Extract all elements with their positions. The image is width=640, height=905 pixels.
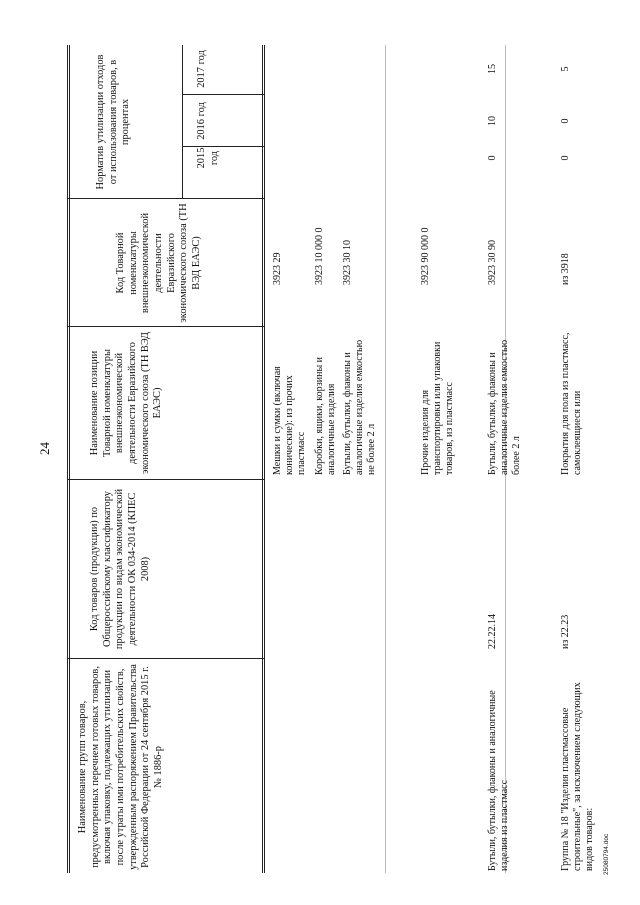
col-divider-1 <box>67 658 265 659</box>
row-group18-2017: 5 <box>560 66 571 72</box>
page-number: 24 <box>37 442 52 455</box>
year-divider-1 <box>182 146 265 147</box>
cont-row-2-code: 3923 10 000 0 <box>314 227 325 285</box>
table-top-border <box>67 45 70 873</box>
header-group-name: Наименование групп товаров, предусмотренных перечнем готовых товаров, включая упаковку, подлежащих утилизации после утраты ими потребительских свойств, утвержденным распоряжением Правительства Российской Федерации от 24 сентября 2015 г. № 1886-р <box>77 664 165 870</box>
row-bottles-2016: 10 <box>487 116 498 126</box>
norm-subheader-line <box>182 45 183 199</box>
footer-doc-code: 25080794.doc <box>603 833 610 875</box>
cont-row-4-code: 3923 90 000 0 <box>420 227 431 285</box>
header-okpd-code: Код товаров (продукции) по Общероссийскому классификатору продукции по видам экономической деятельности ОК 034-2014 (КПЕС 2008) <box>89 488 151 650</box>
table-header-border <box>262 45 265 873</box>
row-bottles-name: Бутыли, бутылки, флаконы и аналогичные изделия емкостью более 2 л <box>487 339 523 475</box>
cont-row-1-name: Мешки и сумки (включая конические): из прочих пластмасс <box>272 366 308 475</box>
header-tnved-name: Наименование позиции Товарной номенклатуры внешнеэкономической деятельности Евразийского экономического союза (ТН ВЭД ЕАЭС) <box>89 332 164 474</box>
row-group18-code: из 3918 <box>560 253 571 285</box>
header-tnved-code: Код Товарной номенклатуры внешнеэкономической деятельности Евразийского экономического союза (ТН ВЭД ЕАЭС) <box>115 203 203 323</box>
header-year-2015: 2015 год <box>196 147 220 169</box>
row-bottles-2015: 0 <box>487 155 498 161</box>
row-separator-bottles <box>385 45 386 873</box>
cont-row-1-code: 3923 29 <box>272 252 283 285</box>
row-bottles-okpd: 22.22.14 <box>487 614 498 649</box>
cont-row-4-name: Прочие изделия для транспортировки или упаковки товаров, из пластмасс <box>420 341 456 475</box>
cont-row-2-name: Коробки, ящики, корзины и аналогичные изделия <box>314 356 338 475</box>
col-divider-4 <box>67 198 265 199</box>
row-bottles-2017: 15 <box>487 64 498 74</box>
header-year-2017: 2017 год <box>196 50 207 88</box>
cont-row-3-name: Бутыли, бутылки, флаконы и аналогичные изделия емкостью не более 2 л <box>342 339 378 475</box>
rotated-table-page <box>25 45 610 875</box>
cont-row-3-code: 3923 30 10 <box>342 240 353 285</box>
header-norm: Норматив утилизации отходов от использования товаров, в процентах <box>95 54 132 190</box>
row-group18-okpd: из 22.23 <box>560 614 571 649</box>
year-divider-2 <box>182 94 265 95</box>
header-year-2016: 2016 год <box>196 102 207 140</box>
row-bottles-code: 3923 30 90 <box>487 240 498 285</box>
col-divider-2 <box>67 479 265 480</box>
row-group18-name: Покрытия для пола из пластмасс, самоклеящиеся или <box>560 332 584 475</box>
row-group18-2015: 0 <box>560 155 571 161</box>
row-group18-2016: 0 <box>560 118 571 124</box>
col-divider-3 <box>67 326 265 327</box>
row-bottles-group: Бутыли, бутылки, флаконы и аналогичные изделия из пластмасс <box>487 690 511 871</box>
row-group18-group: Группа № 18 "Изделия пластмассовые строительные", за исключением следующих видов товаров: <box>560 682 596 871</box>
